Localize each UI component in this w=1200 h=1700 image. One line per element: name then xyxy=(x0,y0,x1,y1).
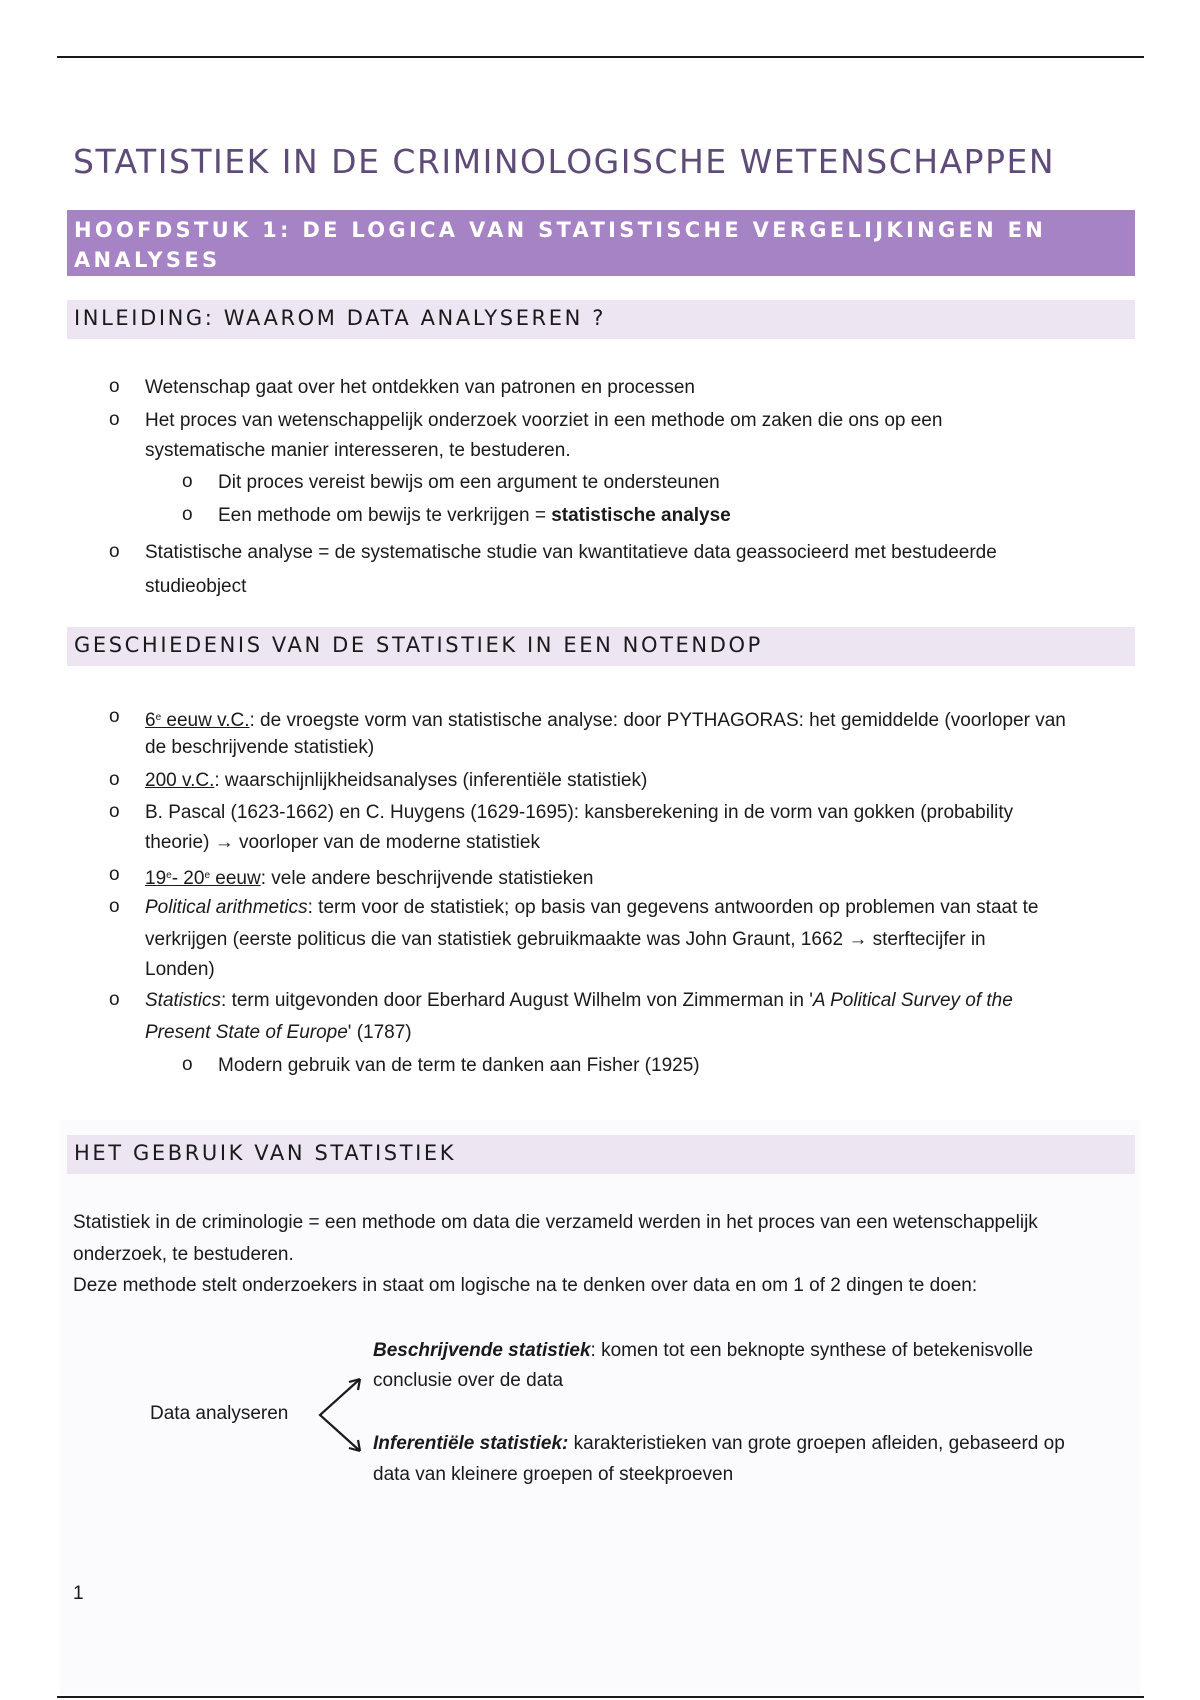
list-item xyxy=(145,896,1038,920)
diagram-branch-continuation: data van kleinere groepen of steekproeven xyxy=(373,1464,734,1485)
section-heading-gebruik: HET GEBRUIK VAN STATISTIEK xyxy=(67,1135,1135,1174)
bold-italic-term: Inferentiële statistiek: xyxy=(373,1433,569,1454)
date-span xyxy=(145,710,250,731)
list-item xyxy=(145,706,1066,733)
italic-term: Political arithmetics xyxy=(145,897,308,918)
text-span: : de vroegste vorm van statistische analyse: door PYTHAGORAS: het gemiddelde (voorloper van xyxy=(249,710,1066,731)
diagram-branch-inferential xyxy=(373,1432,1065,1456)
diagram-branch-continuation: conclusie over de data xyxy=(373,1370,564,1391)
paragraph-line: onderzoek, te bestuderen. xyxy=(73,1244,294,1265)
italic-term: Present State of Europe xyxy=(145,1022,348,1043)
paragraph-line: Statistiek in de criminologie = een methode om data die verzameld werden in het proces van een wetenschappelijk xyxy=(73,1212,1038,1233)
text-span: eeuw xyxy=(210,868,261,889)
bullet-marker: o xyxy=(109,864,120,885)
italic-term: A Political Survey of the xyxy=(812,990,1013,1011)
bullet-marker: o xyxy=(109,769,120,790)
list-item: Het proces van wetenschappelijk onderzoek voorziet in een methode om zaken die ons op een xyxy=(145,410,943,431)
list-item-continuation: theorie) → voorloper van de moderne statistiek xyxy=(145,832,540,853)
page-number: 1 xyxy=(73,1583,84,1604)
footer-rule xyxy=(57,1696,1144,1698)
bold-term: statistische analyse xyxy=(551,505,731,526)
text-span: : vele andere beschrijvende statistieken xyxy=(260,868,594,889)
list-item xyxy=(145,864,593,891)
diagram-root-label: Data analyseren xyxy=(150,1403,289,1424)
sub-list-item xyxy=(218,504,731,528)
chapter-heading xyxy=(67,210,1135,276)
text-span: Een methode om bewijs te verkrijgen = xyxy=(218,505,552,526)
text-span: 6 xyxy=(145,710,156,731)
list-item-continuation: Londen) xyxy=(145,959,215,980)
date-span: 200 v.C. xyxy=(145,770,215,791)
header-rule xyxy=(57,56,1144,58)
text-span: 19 xyxy=(145,868,167,889)
bullet-marker: o xyxy=(109,989,120,1010)
bullet-marker: o xyxy=(182,1054,193,1075)
text-span: eeuw v.C. xyxy=(161,710,250,731)
text-span: : komen tot een beknopte synthese of betekenisvolle xyxy=(590,1340,1034,1361)
superscript: e xyxy=(166,870,172,881)
text-span: karakteristieken van grote groepen afleiden, gebaseerd op xyxy=(568,1433,1065,1454)
list-item: Wetenschap gaat over het ontdekken van patronen en processen xyxy=(145,377,695,398)
chapter-heading-line1: HOOFDSTUK 1: DE LOGICA VAN STATISTISCHE VERGELIJKINGEN EN xyxy=(74,218,1047,242)
sub-list-item: Dit proces vereist bewijs om een argument te ondersteunen xyxy=(218,472,720,493)
bullet-marker: o xyxy=(109,706,120,727)
list-item: Statistische analyse = de systematische studie van kwantitatieve data geassocieerd met bestudeerde xyxy=(145,542,997,563)
text-span: : term voor de statistiek; op basis van gegevens antwoorden op problemen van staat te xyxy=(307,897,1039,918)
paragraph-line: Deze methode stelt onderzoekers in staat om logische na te denken over data en om 1 of 2 dingen te doen: xyxy=(73,1275,978,1296)
document-title: STATISTIEK IN DE CRIMINOLOGISCHE WETENSCHAPPEN xyxy=(73,142,1056,181)
bullet-marker: o xyxy=(109,409,120,430)
bullet-marker: o xyxy=(182,471,193,492)
bullet-marker: o xyxy=(182,504,193,525)
list-item-continuation: verkrijgen (eerste politicus die van statistiek gebruikmaakte was John Graunt, 1662 → sterftecijfer in xyxy=(145,929,986,950)
branch-arrows-icon xyxy=(318,1375,368,1455)
superscript: e xyxy=(155,712,162,723)
list-item xyxy=(145,769,647,793)
date-span xyxy=(145,868,261,889)
italic-term: Statistics xyxy=(145,990,222,1011)
text-span: - 20 xyxy=(171,868,205,889)
sub-list-item: Modern gebruik van de term te danken aan Fisher (1925) xyxy=(218,1055,700,1076)
text-span: : term uitgevonden door Eberhard August Wilhelm von Zimmerman in ' xyxy=(221,990,813,1011)
bullet-marker: o xyxy=(109,896,120,917)
list-item-continuation: de beschrijvende statistiek) xyxy=(145,737,375,758)
list-item-continuation: studieobject xyxy=(145,576,247,597)
bold-italic-term: Beschrijvende statistiek xyxy=(373,1340,591,1361)
superscript: e xyxy=(204,870,211,881)
text-span: ' (1787) xyxy=(347,1022,412,1043)
bullet-marker: o xyxy=(109,376,120,397)
bullet-marker: o xyxy=(109,541,120,562)
diagram-branch-descriptive xyxy=(373,1339,1033,1363)
section-heading-inleiding: INLEIDING: WAAROM DATA ANALYSEREN ? xyxy=(67,300,1135,339)
chapter-heading-line2: ANALYSES xyxy=(74,248,221,272)
list-item-continuation: systematische manier interesseren, te bestuderen. xyxy=(145,440,571,461)
bullet-marker: o xyxy=(109,801,120,822)
list-item xyxy=(145,989,1013,1013)
section-heading-geschiedenis: GESCHIEDENIS VAN DE STATISTIEK IN EEN NOTENDOP xyxy=(67,627,1135,666)
text-span: : waarschijnlijkheidsanalyses (inferentiële statistiek) xyxy=(214,770,648,791)
list-item: B. Pascal (1623-1662) en C. Huygens (1629-1695): kansberekening in de vorm van gokken (probability xyxy=(145,802,1014,823)
list-item-continuation xyxy=(145,1021,412,1045)
